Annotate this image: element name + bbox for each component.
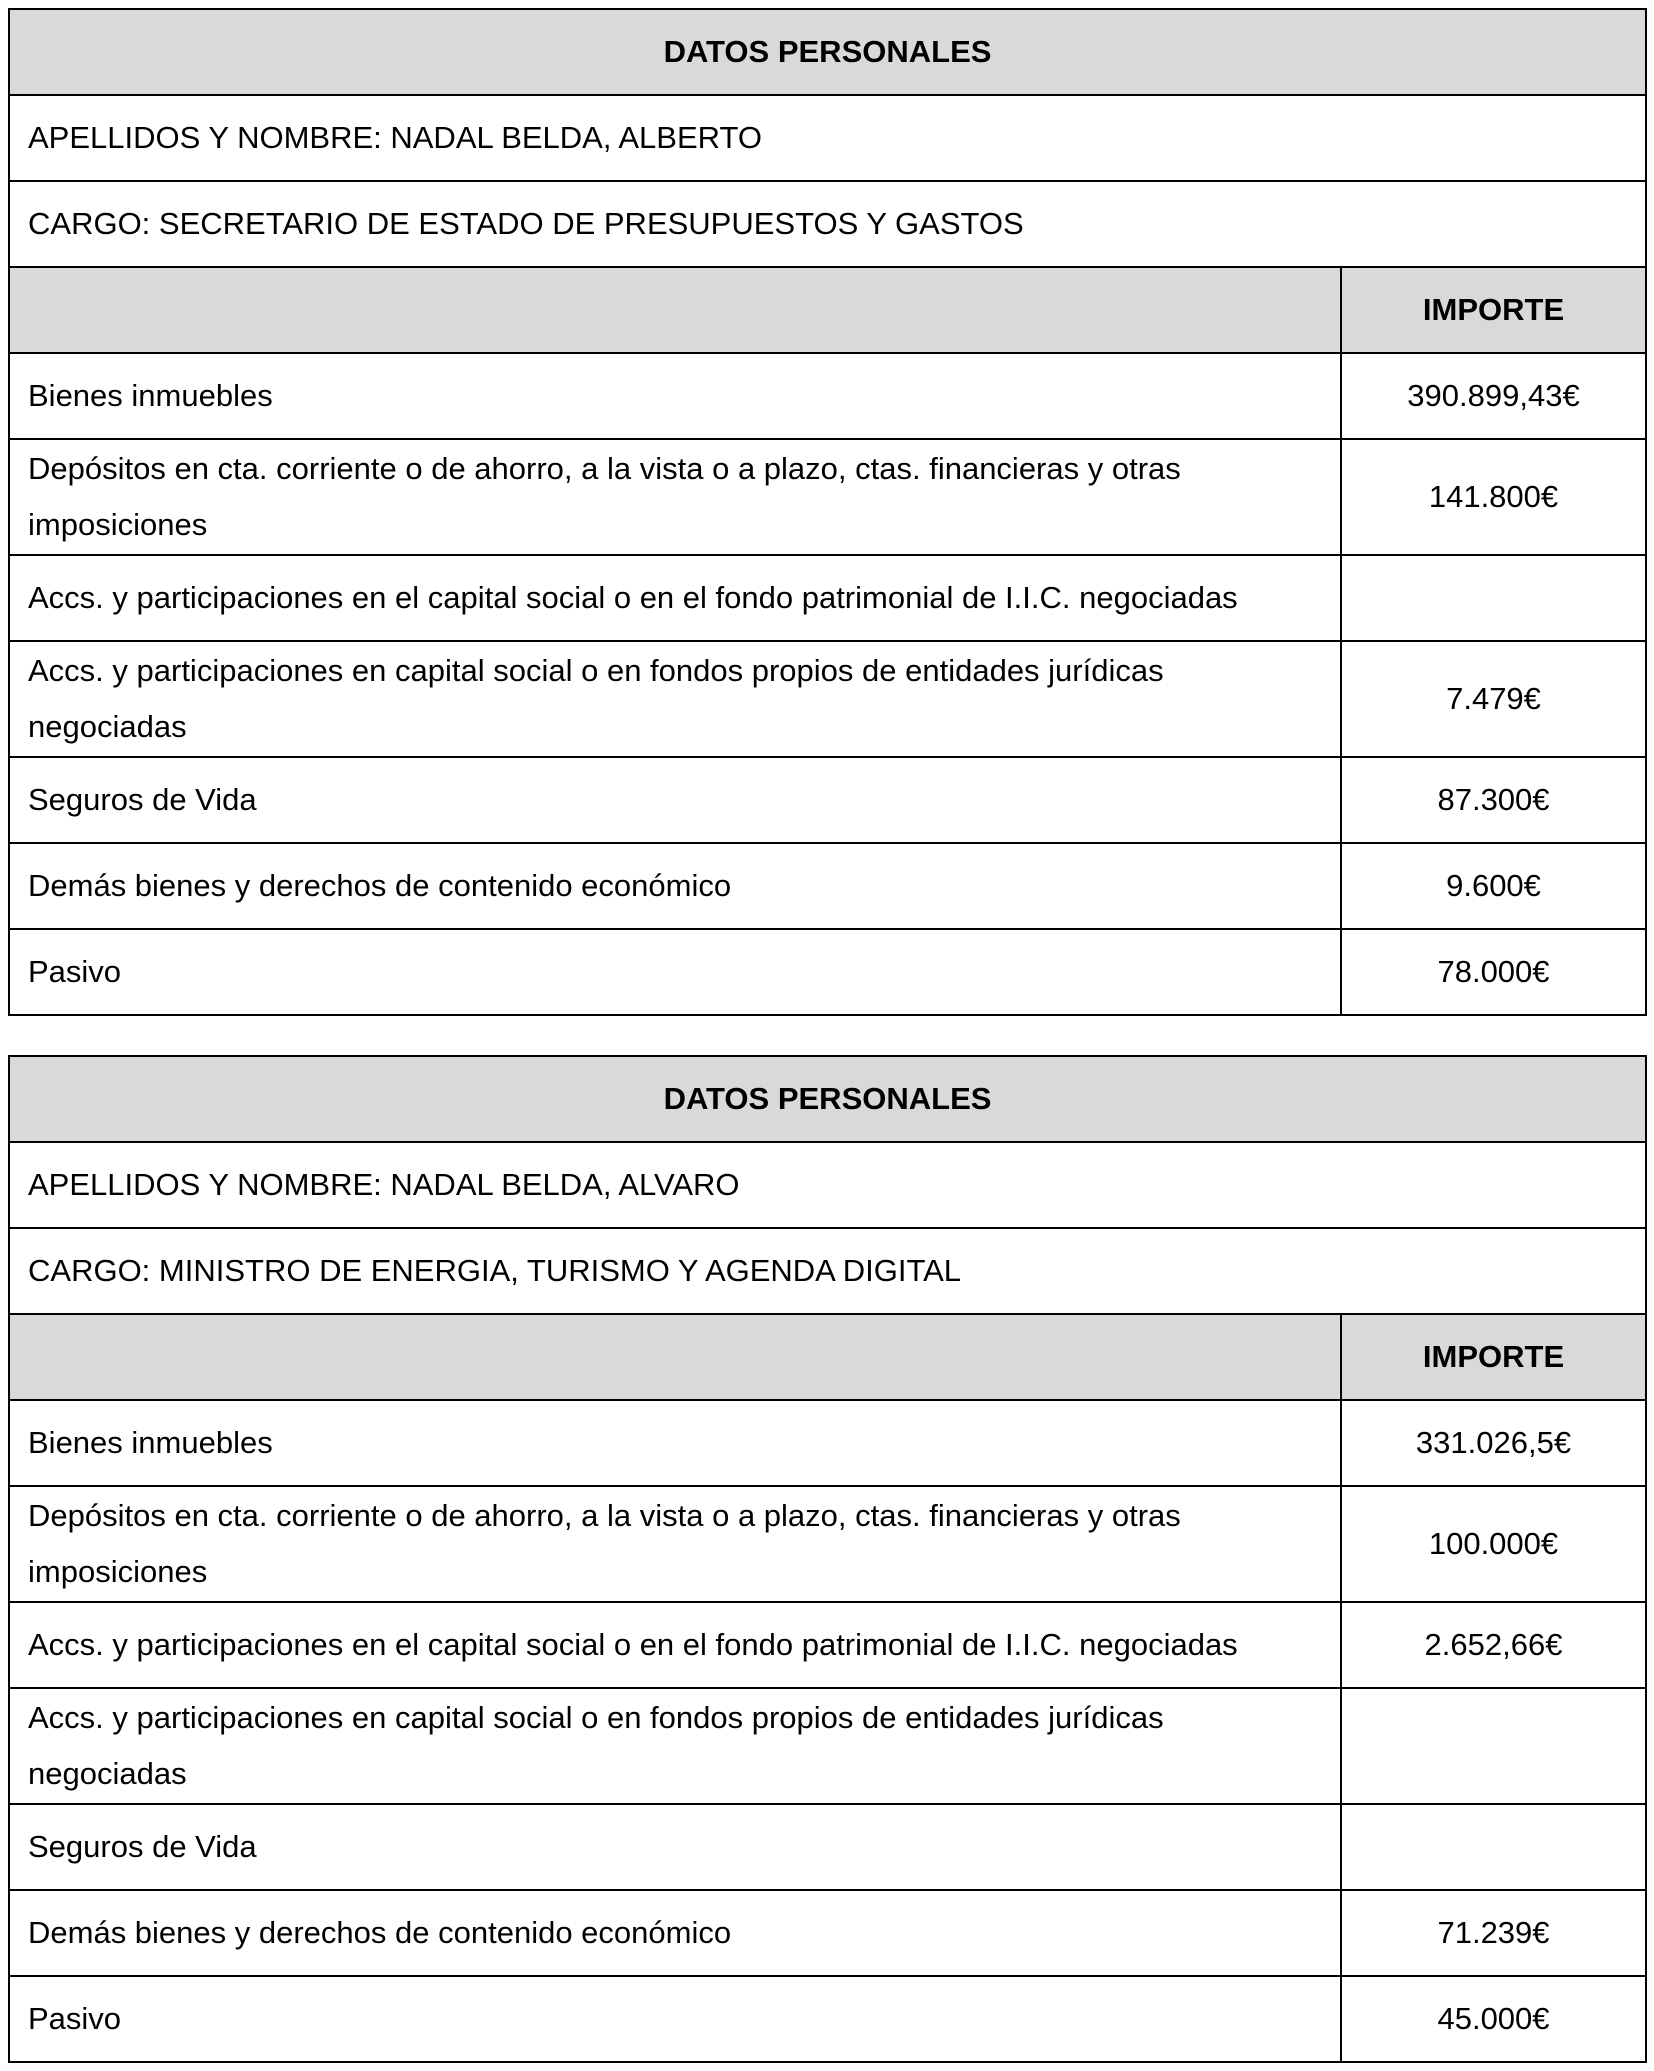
asset-declaration-table-2 (8, 1055, 1647, 2063)
row-label: Depósitos en cta. corriente o de ahorro, a la vista o a plazo, ctas. financieras y otras imposiciones (9, 439, 1341, 555)
table-row (9, 641, 1646, 757)
table-row (9, 929, 1646, 1015)
row-amount: 45.000€ (1341, 1976, 1646, 2062)
importe-header: IMPORTE (1341, 267, 1646, 353)
row-amount: 87.300€ (1341, 757, 1646, 843)
row-amount: 71.239€ (1341, 1890, 1646, 1976)
cargo-line: CARGO: MINISTRO DE ENERGIA, TURISMO Y AGENDA DIGITAL (9, 1228, 1646, 1314)
row-amount: 100.000€ (1341, 1486, 1646, 1602)
row-amount: 390.899,43€ (1341, 353, 1646, 439)
row-amount: 9.600€ (1341, 843, 1646, 929)
row-label: Accs. y participaciones en el capital social o en el fondo patrimonial de I.I.C. negociadas (9, 555, 1341, 641)
table-row (9, 555, 1646, 641)
table-row (9, 1400, 1646, 1486)
row-amount (1341, 555, 1646, 641)
row-label: Seguros de Vida (9, 757, 1341, 843)
table-row (9, 1486, 1646, 1602)
subheader-empty-cell (9, 267, 1341, 353)
row-label: Pasivo (9, 929, 1341, 1015)
table-row (9, 1976, 1646, 2062)
table-row (9, 1688, 1646, 1804)
row-label: Demás bienes y derechos de contenido económico (9, 1890, 1341, 1976)
row-label: Accs. y participaciones en capital social o en fondos propios de entidades jurídicas negociadas (9, 1688, 1341, 1804)
cargo-line: CARGO: SECRETARIO DE ESTADO DE PRESUPUESTOS Y GASTOS (9, 181, 1646, 267)
table-row (9, 1804, 1646, 1890)
row-amount: 78.000€ (1341, 929, 1646, 1015)
row-amount (1341, 1688, 1646, 1804)
table-row (9, 757, 1646, 843)
row-label: Accs. y participaciones en el capital social o en el fondo patrimonial de I.I.C. negociadas (9, 1602, 1341, 1688)
importe-header: IMPORTE (1341, 1314, 1646, 1400)
subheader-empty-cell (9, 1314, 1341, 1400)
row-label: Pasivo (9, 1976, 1341, 2062)
row-amount: 7.479€ (1341, 641, 1646, 757)
row-amount: 2.652,66€ (1341, 1602, 1646, 1688)
row-amount (1341, 1804, 1646, 1890)
name-line: APELLIDOS Y NOMBRE: NADAL BELDA, ALVARO (9, 1142, 1646, 1228)
table-header: DATOS PERSONALES (9, 1056, 1646, 1142)
table-row (9, 843, 1646, 929)
table-row (9, 1890, 1646, 1976)
asset-declaration-table-1 (8, 8, 1647, 1016)
table-header: DATOS PERSONALES (9, 9, 1646, 95)
table-row (9, 1602, 1646, 1688)
row-label: Depósitos en cta. corriente o de ahorro, a la vista o a plazo, ctas. financieras y otras imposiciones (9, 1486, 1341, 1602)
row-label: Bienes inmuebles (9, 353, 1341, 439)
name-line: APELLIDOS Y NOMBRE: NADAL BELDA, ALBERTO (9, 95, 1646, 181)
row-label: Seguros de Vida (9, 1804, 1341, 1890)
row-amount: 331.026,5€ (1341, 1400, 1646, 1486)
row-amount: 141.800€ (1341, 439, 1646, 555)
row-label: Demás bienes y derechos de contenido económico (9, 843, 1341, 929)
table-row (9, 439, 1646, 555)
row-label: Accs. y participaciones en capital social o en fondos propios de entidades jurídicas negociadas (9, 641, 1341, 757)
row-label: Bienes inmuebles (9, 1400, 1341, 1486)
table-row (9, 353, 1646, 439)
